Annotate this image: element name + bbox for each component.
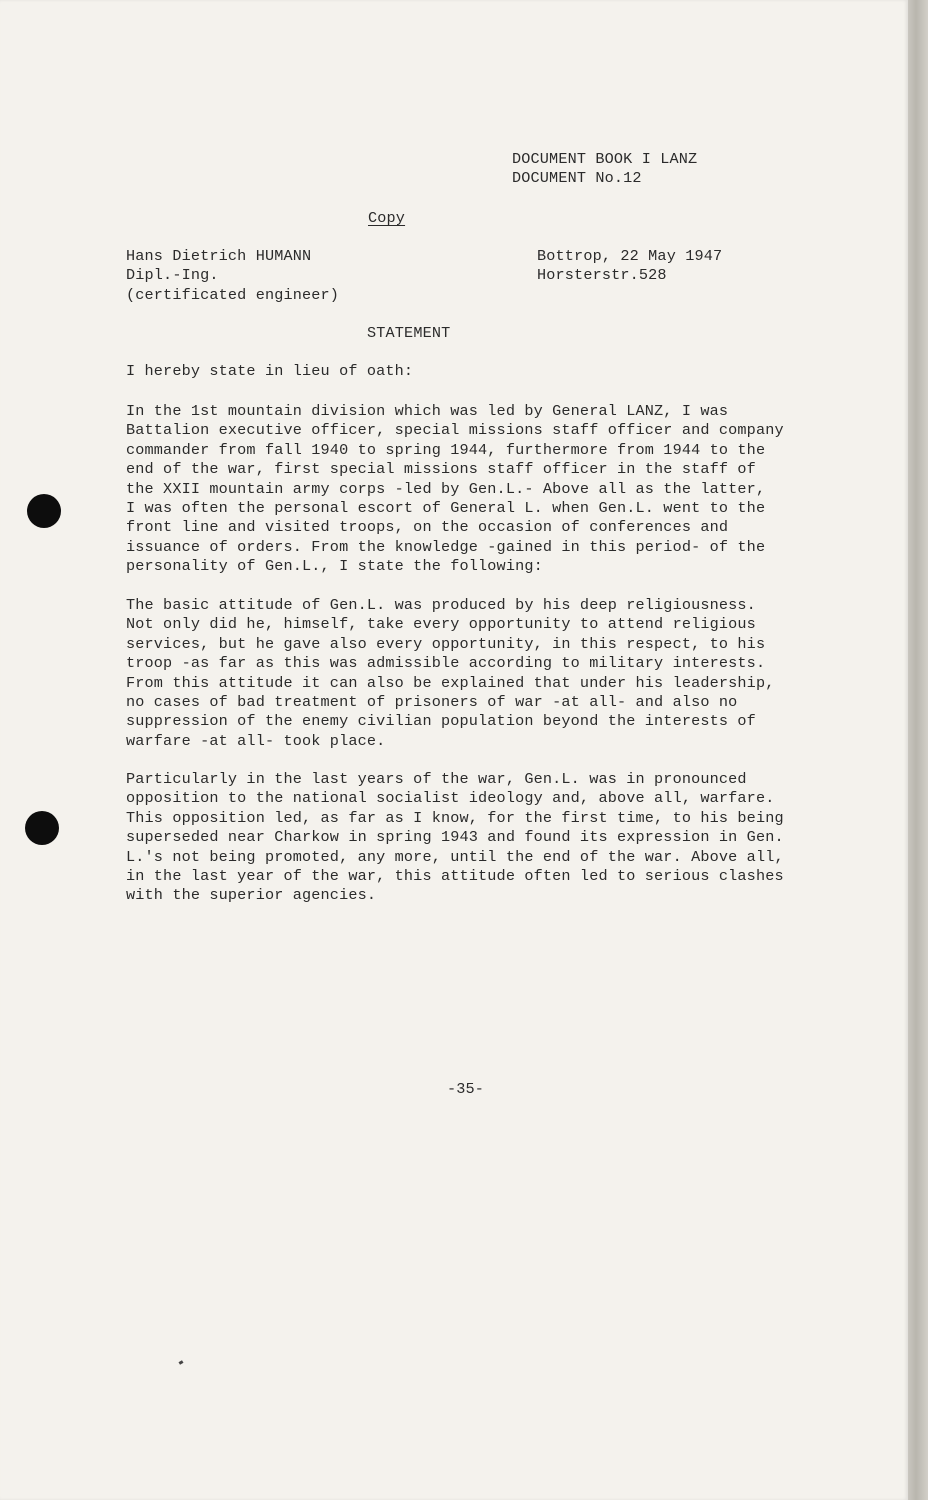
place-date-block: Bottrop, 22 May 1947 Horsterstr.528 [537,247,723,285]
page-edge [908,0,928,1500]
punch-hole [25,811,59,845]
paragraph-2: The basic attitude of Gen.L. was produced by his deep religiousness. Not only did he, himself, take every opportunity to attend religious services, but he gave also every opportunity, in this respect, to his troop -as far as this was admissible according to military interests. From this attitude it can also be explained that under his leadership, no cases of bad treatment of prisoners of war -at all- and also no suppression of the enemy civilian population beyond the interests of warfare -at all- took place. [126,596,775,750]
copy-label: Copy [368,209,406,227]
paragraph-1: In the 1st mountain division which was led by General LANZ, I was Battalion executive officer, special missions staff officer and company commander from fall 1940 to spring 1944, furthermore from 1944 to the end of the war, first special missions staff officer in the staff of the XXII mountain army corps -led by Gen.L.- Above all as the latter, I was often the personal escort of General L. when Gen.L. went to the front line and visited troops, on the occasion of conferences and issuance of orders. From the knowledge -gained in this period- of the personality of Gen.L., I state the following: [126,402,784,576]
oath-line: I hereby state in lieu of oath: [126,362,414,380]
author-block: Hans Dietrich HUMANN Dipl.-Ing. (certificated engineer) [126,247,340,304]
document-reference: DOCUMENT BOOK I LANZ DOCUMENT No.12 [512,150,698,188]
page-number: -35- [447,1080,485,1098]
statement-title: STATEMENT [367,324,451,342]
paragraph-3: Particularly in the last years of the war, Gen.L. was in pronounced opposition to the national socialist ideology and, above all, warfare. This opposition led, as far as I know, for the first time, to his being superseded near Charkow in spring 1943 and found its expression in Gen. L.'s not being promoted, any more, until the end of the war. Above all, in the last year of the war, this attitude often led to serious clashes with the superior agencies. [126,770,784,905]
stray-mark [179,1360,184,1365]
punch-hole [27,494,61,528]
